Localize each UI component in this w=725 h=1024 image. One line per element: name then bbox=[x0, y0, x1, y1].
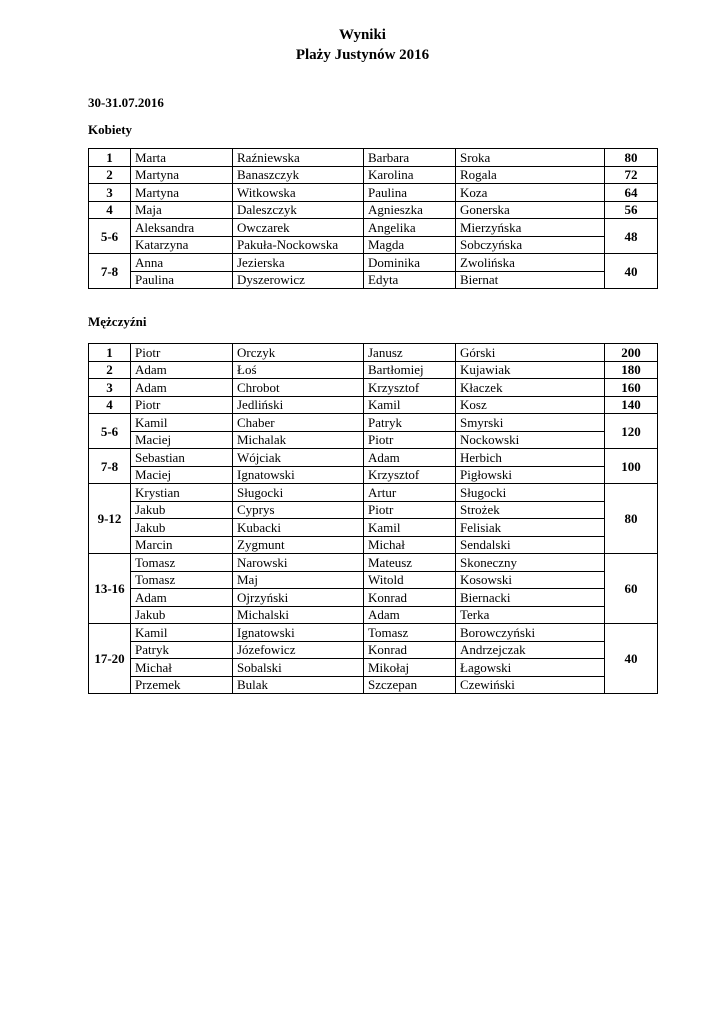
points-cell: 160 bbox=[605, 379, 658, 397]
last-name-1-cell: Ignatowski bbox=[233, 466, 364, 484]
last-name-2-cell: Borowczyński bbox=[456, 624, 605, 642]
last-name-1-cell: Jezierska bbox=[233, 254, 364, 272]
last-name-1-cell: Witkowska bbox=[233, 184, 364, 202]
last-name-1-cell: Łoś bbox=[233, 361, 364, 379]
last-name-1-cell: Narowski bbox=[233, 554, 364, 572]
first-name-1-cell: Martyna bbox=[131, 166, 233, 184]
last-name-2-cell: Skoneczny bbox=[456, 554, 605, 572]
last-name-1-cell: Sługocki bbox=[233, 484, 364, 502]
last-name-1-cell: Józefowicz bbox=[233, 641, 364, 659]
last-name-2-cell: Kłaczek bbox=[456, 379, 605, 397]
last-name-1-cell: Dyszerowicz bbox=[233, 271, 364, 289]
first-name-1-cell: Patryk bbox=[131, 641, 233, 659]
result-row bbox=[89, 676, 658, 694]
points-cell: 140 bbox=[605, 396, 658, 414]
first-name-2-cell: Konrad bbox=[364, 589, 456, 607]
first-name-2-cell: Adam bbox=[364, 606, 456, 624]
first-name-2-cell: Karolina bbox=[364, 166, 456, 184]
first-name-1-cell: Przemek bbox=[131, 676, 233, 694]
first-name-2-cell: Dominika bbox=[364, 254, 456, 272]
first-name-2-cell: Krzysztof bbox=[364, 379, 456, 397]
first-name-1-cell: Adam bbox=[131, 589, 233, 607]
result-row bbox=[89, 414, 658, 432]
last-name-1-cell: Zygmunt bbox=[233, 536, 364, 554]
points-cell: 180 bbox=[605, 361, 658, 379]
place-cell: 3 bbox=[89, 184, 131, 202]
last-name-2-cell: Strożek bbox=[456, 501, 605, 519]
first-name-2-cell: Angelika bbox=[364, 219, 456, 237]
last-name-2-cell: Sroka bbox=[456, 149, 605, 167]
last-name-1-cell: Pakuła-Nockowska bbox=[233, 236, 364, 254]
women-section-heading: Kobiety bbox=[88, 122, 133, 137]
points-cell: 72 bbox=[605, 166, 658, 184]
result-row bbox=[89, 624, 658, 642]
place-cell: 1 bbox=[89, 344, 131, 362]
first-name-2-cell: Bartłomiej bbox=[364, 361, 456, 379]
last-name-1-cell: Maj bbox=[233, 571, 364, 589]
last-name-1-cell: Daleszczyk bbox=[233, 201, 364, 219]
first-name-1-cell: Adam bbox=[131, 379, 233, 397]
last-name-1-cell: Ojrzyński bbox=[233, 589, 364, 607]
points-cell: 80 bbox=[605, 149, 658, 167]
result-row bbox=[89, 659, 658, 677]
first-name-1-cell: Sebastian bbox=[131, 449, 233, 467]
result-row bbox=[89, 271, 658, 289]
first-name-2-cell: Michał bbox=[364, 536, 456, 554]
last-name-2-cell: Kosowski bbox=[456, 571, 605, 589]
last-name-2-cell: Biernat bbox=[456, 271, 605, 289]
points-cell: 120 bbox=[605, 414, 658, 449]
first-name-1-cell: Marcin bbox=[131, 536, 233, 554]
place-cell: 4 bbox=[89, 201, 131, 219]
first-name-2-cell: Krzysztof bbox=[364, 466, 456, 484]
first-name-1-cell: Maciej bbox=[131, 466, 233, 484]
result-row bbox=[89, 219, 658, 237]
last-name-1-cell: Owczarek bbox=[233, 219, 364, 237]
last-name-2-cell: Mierzyńska bbox=[456, 219, 605, 237]
last-name-2-cell: Biernacki bbox=[456, 589, 605, 607]
last-name-1-cell: Bulak bbox=[233, 676, 364, 694]
last-name-1-cell: Banaszczyk bbox=[233, 166, 364, 184]
first-name-2-cell: Magda bbox=[364, 236, 456, 254]
last-name-2-cell: Kosz bbox=[456, 396, 605, 414]
first-name-1-cell: Aleksandra bbox=[131, 219, 233, 237]
result-row bbox=[89, 166, 658, 184]
result-row bbox=[89, 641, 658, 659]
first-name-1-cell: Maciej bbox=[131, 431, 233, 449]
result-row bbox=[89, 344, 658, 362]
last-name-1-cell: Raźniewska bbox=[233, 149, 364, 167]
last-name-2-cell: Łagowski bbox=[456, 659, 605, 677]
first-name-1-cell: Tomasz bbox=[131, 554, 233, 572]
last-name-2-cell: Czewiński bbox=[456, 676, 605, 694]
first-name-1-cell: Martyna bbox=[131, 184, 233, 202]
first-name-1-cell: Katarzyna bbox=[131, 236, 233, 254]
result-row bbox=[89, 501, 658, 519]
last-name-2-cell: Górski bbox=[456, 344, 605, 362]
result-row bbox=[89, 589, 658, 607]
points-cell: 56 bbox=[605, 201, 658, 219]
result-row bbox=[89, 361, 658, 379]
last-name-2-cell: Rogala bbox=[456, 166, 605, 184]
last-name-1-cell: Wójciak bbox=[233, 449, 364, 467]
first-name-1-cell: Tomasz bbox=[131, 571, 233, 589]
points-cell: 64 bbox=[605, 184, 658, 202]
place-cell: 5-6 bbox=[89, 414, 131, 449]
last-name-2-cell: Kujawiak bbox=[456, 361, 605, 379]
first-name-1-cell: Piotr bbox=[131, 344, 233, 362]
men-section-heading: Mężczyźni bbox=[88, 314, 147, 329]
result-row bbox=[89, 254, 658, 272]
last-name-1-cell: Chaber bbox=[233, 414, 364, 432]
last-name-2-cell: Koza bbox=[456, 184, 605, 202]
result-row bbox=[89, 396, 658, 414]
men-results-table bbox=[88, 343, 658, 694]
last-name-2-cell: Herbich bbox=[456, 449, 605, 467]
event-date: 30-31.07.2016 bbox=[88, 95, 164, 110]
first-name-2-cell: Kamil bbox=[364, 396, 456, 414]
first-name-2-cell: Tomasz bbox=[364, 624, 456, 642]
result-row bbox=[89, 201, 658, 219]
first-name-2-cell: Piotr bbox=[364, 431, 456, 449]
last-name-2-cell: Pigłowski bbox=[456, 466, 605, 484]
last-name-1-cell: Orczyk bbox=[233, 344, 364, 362]
points-cell: 40 bbox=[605, 254, 658, 289]
result-row bbox=[89, 571, 658, 589]
result-row bbox=[89, 449, 658, 467]
first-name-2-cell: Szczepan bbox=[364, 676, 456, 694]
first-name-2-cell: Piotr bbox=[364, 501, 456, 519]
last-name-1-cell: Michalak bbox=[233, 431, 364, 449]
women-results-table bbox=[88, 148, 658, 289]
result-row bbox=[89, 431, 658, 449]
first-name-1-cell: Adam bbox=[131, 361, 233, 379]
first-name-2-cell: Artur bbox=[364, 484, 456, 502]
place-cell: 4 bbox=[89, 396, 131, 414]
place-cell: 17-20 bbox=[89, 624, 131, 694]
last-name-2-cell: Nockowski bbox=[456, 431, 605, 449]
place-cell: 7-8 bbox=[89, 449, 131, 484]
result-row bbox=[89, 484, 658, 502]
first-name-1-cell: Kamil bbox=[131, 414, 233, 432]
first-name-2-cell: Edyta bbox=[364, 271, 456, 289]
first-name-1-cell: Piotr bbox=[131, 396, 233, 414]
first-name-1-cell: Michał bbox=[131, 659, 233, 677]
first-name-2-cell: Witold bbox=[364, 571, 456, 589]
last-name-1-cell: Sobalski bbox=[233, 659, 364, 677]
first-name-2-cell: Patryk bbox=[364, 414, 456, 432]
place-cell: 1 bbox=[89, 149, 131, 167]
last-name-1-cell: Jedliński bbox=[233, 396, 364, 414]
points-cell: 80 bbox=[605, 484, 658, 554]
points-cell: 60 bbox=[605, 554, 658, 624]
result-row bbox=[89, 236, 658, 254]
last-name-2-cell: Gonerska bbox=[456, 201, 605, 219]
place-cell: 3 bbox=[89, 379, 131, 397]
place-cell: 7-8 bbox=[89, 254, 131, 289]
first-name-1-cell: Kamil bbox=[131, 624, 233, 642]
last-name-1-cell: Chrobot bbox=[233, 379, 364, 397]
first-name-1-cell: Maja bbox=[131, 201, 233, 219]
result-row bbox=[89, 149, 658, 167]
result-row bbox=[89, 184, 658, 202]
last-name-2-cell: Zwolińska bbox=[456, 254, 605, 272]
last-name-2-cell: Terka bbox=[456, 606, 605, 624]
first-name-2-cell: Agnieszka bbox=[364, 201, 456, 219]
last-name-2-cell: Felisiak bbox=[456, 519, 605, 537]
points-cell: 100 bbox=[605, 449, 658, 484]
points-cell: 40 bbox=[605, 624, 658, 694]
first-name-2-cell: Paulina bbox=[364, 184, 456, 202]
first-name-1-cell: Jakub bbox=[131, 501, 233, 519]
place-cell: 2 bbox=[89, 361, 131, 379]
last-name-2-cell: Sendalski bbox=[456, 536, 605, 554]
result-row bbox=[89, 379, 658, 397]
last-name-1-cell: Kubacki bbox=[233, 519, 364, 537]
place-cell: 9-12 bbox=[89, 484, 131, 554]
result-row bbox=[89, 466, 658, 484]
document-title: Wyniki bbox=[339, 27, 386, 43]
first-name-2-cell: Barbara bbox=[364, 149, 456, 167]
result-row bbox=[89, 606, 658, 624]
result-row bbox=[89, 536, 658, 554]
result-row bbox=[89, 554, 658, 572]
last-name-2-cell: Sługocki bbox=[456, 484, 605, 502]
points-cell: 200 bbox=[605, 344, 658, 362]
last-name-1-cell: Ignatowski bbox=[233, 624, 364, 642]
first-name-2-cell: Mateusz bbox=[364, 554, 456, 572]
first-name-2-cell: Adam bbox=[364, 449, 456, 467]
last-name-2-cell: Smyrski bbox=[456, 414, 605, 432]
place-cell: 2 bbox=[89, 166, 131, 184]
place-cell: 13-16 bbox=[89, 554, 131, 624]
first-name-1-cell: Krystian bbox=[131, 484, 233, 502]
first-name-1-cell: Paulina bbox=[131, 271, 233, 289]
last-name-1-cell: Cyprys bbox=[233, 501, 364, 519]
result-row bbox=[89, 519, 658, 537]
first-name-1-cell: Marta bbox=[131, 149, 233, 167]
first-name-2-cell: Konrad bbox=[364, 641, 456, 659]
points-cell: 48 bbox=[605, 219, 658, 254]
first-name-2-cell: Kamil bbox=[364, 519, 456, 537]
first-name-2-cell: Mikołaj bbox=[364, 659, 456, 677]
first-name-1-cell: Jakub bbox=[131, 606, 233, 624]
last-name-2-cell: Sobczyńska bbox=[456, 236, 605, 254]
first-name-2-cell: Janusz bbox=[364, 344, 456, 362]
first-name-1-cell: Jakub bbox=[131, 519, 233, 537]
document-subtitle: Plaży Justynów 2016 bbox=[295, 47, 430, 63]
last-name-1-cell: Michalski bbox=[233, 606, 364, 624]
place-cell: 5-6 bbox=[89, 219, 131, 254]
last-name-2-cell: Andrzejczak bbox=[456, 641, 605, 659]
first-name-1-cell: Anna bbox=[131, 254, 233, 272]
